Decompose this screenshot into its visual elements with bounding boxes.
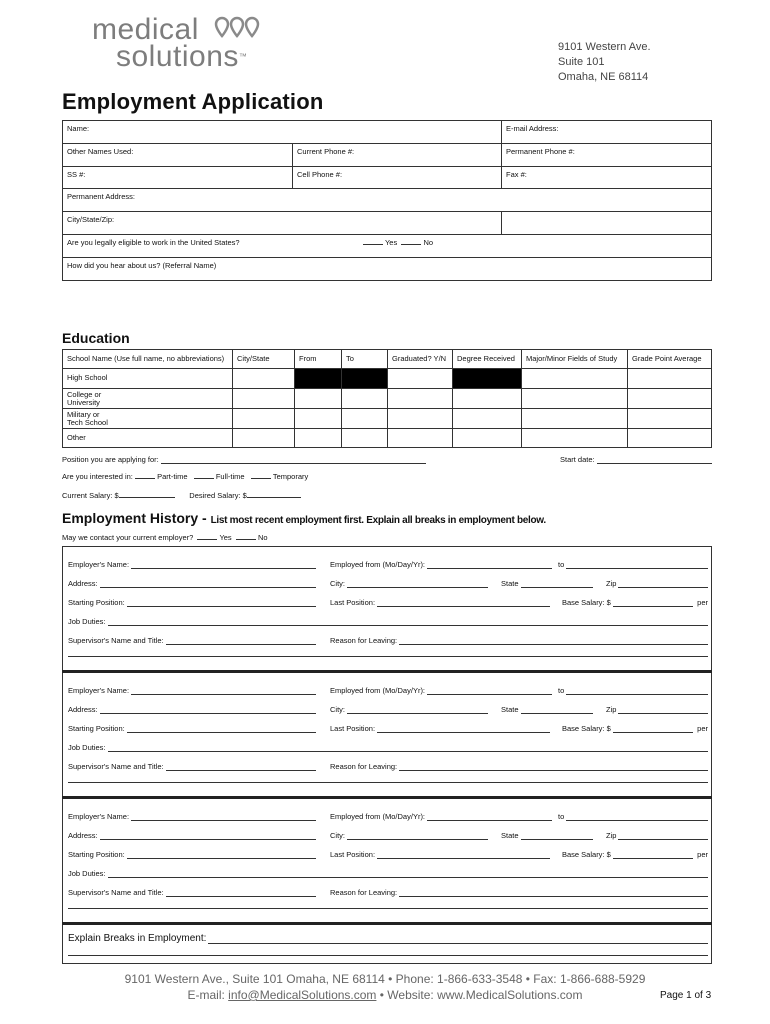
edu-cell[interactable]: [233, 409, 295, 429]
edu-cell[interactable]: [522, 409, 628, 429]
zip-blank[interactable]: [618, 839, 708, 840]
address-row: [68, 831, 320, 840]
employed-from-blank[interactable]: [427, 694, 552, 695]
employed-from-label: Employed from (Mo/Day/Yr):: [330, 812, 426, 821]
edu-cell-blocked: [295, 369, 342, 389]
temporary-blank[interactable]: [251, 478, 271, 479]
explain-blank-2[interactable]: [68, 955, 708, 956]
base-salary-label: Base Salary: $: [562, 850, 611, 859]
eligible-no-blank[interactable]: [401, 244, 421, 245]
footer-email-label: E-mail:: [187, 988, 229, 1002]
employed-to-row: [558, 812, 708, 821]
zip-label: Zip: [606, 705, 617, 714]
base-salary-label: Base Salary: $: [562, 724, 611, 733]
last-position-label: Last Position:: [330, 724, 376, 733]
zip-row: [606, 579, 708, 588]
job-duties-label: Job Duties:: [68, 869, 106, 878]
temporary-label: Temporary: [272, 472, 309, 481]
logo-line-2: [92, 40, 248, 73]
desired-salary-label: Desired Salary: $: [189, 491, 247, 500]
city-row: [330, 831, 492, 840]
edu-cell[interactable]: [628, 389, 712, 409]
edu-header-graduated: Graduated? Y/N: [388, 350, 453, 369]
per-label: per: [697, 598, 708, 607]
eligible-yes-label: Yes: [384, 238, 398, 247]
last-position-blank[interactable]: [377, 606, 550, 607]
edu-cell[interactable]: [522, 389, 628, 409]
supervisor-label: Supervisor's Name and Title:: [68, 636, 164, 645]
base-salary-blank[interactable]: [613, 858, 693, 859]
city-state-zip-extra[interactable]: [502, 212, 712, 235]
address-line-1: 9101 Western Ave.: [558, 41, 651, 53]
position-blank[interactable]: [161, 463, 426, 464]
zip-label: Zip: [606, 579, 617, 588]
city-row: [330, 705, 492, 714]
ss-field[interactable]: SS #:: [63, 167, 293, 189]
contact-no-label: No: [257, 533, 268, 542]
eligible-answers: [363, 238, 433, 247]
job-duties-row: [68, 743, 708, 752]
education-title: Education: [62, 330, 130, 346]
reason-row: [330, 636, 708, 645]
reason-blank-2[interactable]: [68, 656, 708, 657]
starting-position-row: [68, 598, 320, 607]
employer-name-blank[interactable]: [131, 694, 316, 695]
table-row: [63, 409, 712, 429]
employed-to-blank[interactable]: [566, 694, 708, 695]
last-position-blank[interactable]: [377, 732, 550, 733]
zip-row: [606, 831, 708, 840]
start-date-row: [560, 455, 712, 464]
logo-line-2-text: solutions: [116, 40, 239, 73]
edu-cell[interactable]: [233, 369, 295, 389]
employed-to-blank[interactable]: [566, 568, 708, 569]
job-duties-blank[interactable]: [108, 625, 708, 626]
employer-divider: [62, 922, 712, 925]
last-position-row: [330, 850, 554, 859]
employer-name-row: [68, 812, 320, 821]
last-position-row: [330, 724, 554, 733]
employed-from-row: [330, 812, 556, 821]
name-field[interactable]: Name:: [63, 121, 502, 144]
table-row: [63, 429, 712, 448]
edu-header-from: From: [295, 350, 342, 369]
employment-dash: -: [198, 510, 211, 526]
eligible-no-label: No: [423, 238, 434, 247]
job-duties-blank[interactable]: [108, 877, 708, 878]
permanent-address-field[interactable]: Permanent Address:: [63, 189, 712, 212]
part-time-blank[interactable]: [135, 478, 155, 479]
city-state-zip-field[interactable]: City/State/Zip:: [63, 212, 502, 235]
employer-name-blank[interactable]: [131, 568, 316, 569]
edu-cell[interactable]: [453, 409, 522, 429]
location-pins-icon: [214, 16, 260, 42]
reason-label: Reason for Leaving:: [330, 636, 398, 645]
employed-to-label: to: [558, 686, 565, 695]
address-label: Address:: [68, 831, 98, 840]
company-address: [558, 40, 651, 85]
reason-label: Reason for Leaving:: [330, 762, 398, 771]
reason-blank-2[interactable]: [68, 908, 708, 909]
zip-row: [606, 705, 708, 714]
reason-label: Reason for Leaving:: [330, 888, 398, 897]
state-blank[interactable]: [521, 839, 593, 840]
zip-label: Zip: [606, 831, 617, 840]
explain-row: [68, 933, 708, 944]
state-label: State: [501, 831, 519, 840]
table-row: [63, 389, 712, 409]
contact-yes-label: Yes: [219, 533, 232, 542]
employed-to-label: to: [558, 812, 565, 821]
city-blank[interactable]: [347, 713, 488, 714]
edu-cell[interactable]: [388, 409, 453, 429]
interested-row: [62, 472, 308, 481]
zip-blank[interactable]: [618, 713, 708, 714]
address-line-2: Suite 101: [558, 56, 605, 68]
contact-row: [62, 533, 268, 542]
salary-row: [62, 491, 301, 500]
employer-name-row: [68, 560, 320, 569]
address-row: [68, 705, 320, 714]
state-row: [501, 831, 597, 840]
starting-position-label: Starting Position:: [68, 850, 125, 859]
other-names-field[interactable]: Other Names Used:: [63, 144, 293, 167]
state-row: [501, 579, 597, 588]
position-row: [62, 455, 430, 464]
edu-header-school: School Name (Use full name, no abbreviations): [63, 350, 233, 369]
employed-from-blank[interactable]: [427, 820, 552, 821]
edu-header-gpa: Grade Point Average: [628, 350, 712, 369]
edu-cell[interactable]: [453, 389, 522, 409]
city-label: City:: [330, 579, 345, 588]
reason-row: [330, 762, 708, 771]
eligible-row: [63, 235, 712, 258]
base-salary-row: [562, 724, 708, 733]
footer-website: • Website: www.MedicalSolutions.com: [376, 988, 583, 1002]
edu-cell[interactable]: [628, 369, 712, 389]
employed-from-row: [330, 560, 556, 569]
last-position-blank[interactable]: [377, 858, 550, 859]
job-duties-row: [68, 617, 708, 626]
edu-cell[interactable]: [388, 429, 453, 448]
employed-to-blank[interactable]: [566, 820, 708, 821]
last-position-label: Last Position:: [330, 598, 376, 607]
edu-cell[interactable]: [295, 409, 342, 429]
edu-cell[interactable]: [388, 369, 453, 389]
position-label: Position you are applying for:: [62, 455, 159, 464]
current-salary-blank[interactable]: [119, 497, 175, 498]
interested-label: Are you interested in:: [62, 472, 133, 481]
cell-phone-field[interactable]: Cell Phone #:: [293, 167, 502, 189]
edu-cell[interactable]: [388, 389, 453, 409]
reason-blank-2[interactable]: [68, 782, 708, 783]
city-label: City:: [330, 831, 345, 840]
job-duties-label: Job Duties:: [68, 617, 106, 626]
edu-cell[interactable]: [233, 389, 295, 409]
employed-from-label: Employed from (Mo/Day/Yr):: [330, 560, 426, 569]
address-blank[interactable]: [100, 587, 316, 588]
edu-row-label-text: Military or Tech School: [67, 410, 108, 427]
contact-no-blank[interactable]: [236, 539, 256, 540]
starting-position-blank[interactable]: [127, 732, 316, 733]
full-time-label: Full-time: [215, 472, 245, 481]
referral-field[interactable]: How did you hear about us? (Referral Name): [63, 258, 712, 281]
eligible-yes-blank[interactable]: [363, 244, 383, 245]
base-salary-row: [562, 598, 708, 607]
edu-cell[interactable]: [453, 429, 522, 448]
current-phone-field[interactable]: Current Phone #:: [293, 144, 502, 167]
edu-cell[interactable]: [342, 429, 388, 448]
education-table: [62, 349, 712, 448]
logo-line-1: medical: [92, 13, 199, 46]
full-time-blank[interactable]: [194, 478, 214, 479]
address-blank[interactable]: [100, 839, 316, 840]
edu-row-label: Other: [63, 429, 233, 448]
employer-name-label: Employer's Name:: [68, 812, 130, 821]
reason-blank[interactable]: [399, 896, 708, 897]
footer-line-2: [0, 988, 770, 1002]
supervisor-blank[interactable]: [166, 770, 316, 771]
edu-cell[interactable]: [628, 409, 712, 429]
city-label: City:: [330, 705, 345, 714]
edu-row-label: High School: [63, 369, 233, 389]
address-line-3: Omaha, NE 68114: [558, 71, 649, 83]
address-label: Address:: [68, 705, 98, 714]
employer-name-label: Employer's Name:: [68, 686, 130, 695]
supervisor-label: Supervisor's Name and Title:: [68, 888, 164, 897]
job-duties-label: Job Duties:: [68, 743, 106, 752]
state-label: State: [501, 579, 519, 588]
start-date-label: Start date:: [560, 455, 595, 464]
starting-position-label: Starting Position:: [68, 598, 125, 607]
city-blank[interactable]: [347, 587, 488, 588]
starting-position-row: [68, 724, 320, 733]
state-blank[interactable]: [521, 713, 593, 714]
contact-yes-blank[interactable]: [197, 539, 217, 540]
edu-cell[interactable]: [342, 389, 388, 409]
page-number: Page 1 of 3: [660, 990, 712, 1001]
employer-divider: [62, 796, 712, 799]
supervisor-row: [68, 888, 320, 897]
address-label: Address:: [68, 579, 98, 588]
edu-header-major: Major/Minor Fields of Study: [522, 350, 628, 369]
base-salary-row: [562, 850, 708, 859]
per-label: per: [697, 850, 708, 859]
state-label: State: [501, 705, 519, 714]
edu-cell[interactable]: [342, 409, 388, 429]
edu-cell[interactable]: [233, 429, 295, 448]
footer-line-1: 9101 Western Ave., Suite 101 Omaha, NE 68114 • Phone: 1-866-633-3548 • Fax: 1-866-688-5929: [124, 972, 646, 986]
starting-position-label: Starting Position:: [68, 724, 125, 733]
supervisor-blank[interactable]: [166, 644, 316, 645]
contact-question: May we contact your current employer?: [62, 533, 194, 542]
start-date-blank[interactable]: [597, 463, 712, 464]
part-time-label: Part-time: [157, 472, 188, 481]
edu-cell[interactable]: [295, 429, 342, 448]
reason-row: [330, 888, 708, 897]
personal-info-table: [62, 120, 712, 281]
starting-position-blank[interactable]: [127, 858, 316, 859]
city-row: [330, 579, 492, 588]
employment-subtitle: List most recent employment first. Explain all breaks in employment below.: [210, 515, 546, 526]
starting-position-blank[interactable]: [127, 606, 316, 607]
last-position-row: [330, 598, 554, 607]
employer-name-row: [68, 686, 320, 695]
base-salary-blank[interactable]: [613, 732, 693, 733]
current-salary-label: Current Salary: $: [62, 491, 119, 500]
employed-to-label: to: [558, 560, 565, 569]
explain-label: Explain Breaks in Employment:: [68, 933, 207, 944]
employment-container: [62, 546, 712, 964]
job-duties-blank[interactable]: [108, 751, 708, 752]
employer-name-label: Employer's Name:: [68, 560, 130, 569]
employed-from-row: [330, 686, 556, 695]
last-position-label: Last Position:: [330, 850, 376, 859]
permanent-phone-field[interactable]: Permanent Phone #:: [502, 144, 712, 167]
edu-header-to: To: [342, 350, 388, 369]
eligible-question: Are you legally eligible to work in the United States?: [67, 238, 240, 247]
email-field[interactable]: E-mail Address:: [502, 121, 712, 144]
edu-cell[interactable]: [628, 429, 712, 448]
supervisor-label: Supervisor's Name and Title:: [68, 762, 164, 771]
employer-name-blank[interactable]: [131, 820, 316, 821]
employment-title: Employment History: [62, 510, 199, 526]
reason-blank[interactable]: [399, 644, 708, 645]
base-salary-label: Base Salary: $: [562, 598, 611, 607]
employer-divider: [62, 670, 712, 673]
employed-from-label: Employed from (Mo/Day/Yr):: [330, 686, 426, 695]
edu-header-city: City/State: [233, 350, 295, 369]
edu-cell-blocked: [453, 369, 522, 389]
footer-email-link[interactable]: info@MedicalSolutions.com: [228, 988, 377, 1002]
employed-to-row: [558, 686, 708, 695]
job-duties-row: [68, 869, 708, 878]
supervisor-row: [68, 762, 320, 771]
address-row: [68, 579, 320, 588]
logo-tm: ™: [238, 52, 248, 61]
edu-header-degree: Degree Received: [453, 350, 522, 369]
supervisor-blank[interactable]: [166, 896, 316, 897]
address-blank[interactable]: [100, 713, 316, 714]
table-row: [63, 369, 712, 389]
per-label: per: [697, 724, 708, 733]
starting-position-row: [68, 850, 320, 859]
edu-cell[interactable]: [295, 389, 342, 409]
edu-cell[interactable]: [522, 429, 628, 448]
edu-row-label-text: College or University: [67, 390, 102, 407]
page-title: Employment Application: [62, 89, 324, 114]
employment-heading: [62, 510, 546, 528]
base-salary-blank[interactable]: [613, 606, 693, 607]
desired-salary-blank[interactable]: [247, 497, 301, 498]
city-blank[interactable]: [347, 839, 488, 840]
edu-row-label: [63, 389, 233, 409]
supervisor-row: [68, 636, 320, 645]
state-blank[interactable]: [521, 587, 593, 588]
zip-blank[interactable]: [618, 587, 708, 588]
employed-to-row: [558, 560, 708, 569]
reason-blank[interactable]: [399, 770, 708, 771]
edu-row-label: [63, 409, 233, 429]
employed-from-blank[interactable]: [427, 568, 552, 569]
state-row: [501, 705, 597, 714]
explain-blank[interactable]: [208, 943, 708, 944]
edu-cell[interactable]: [522, 369, 628, 389]
fax-field[interactable]: Fax #:: [502, 167, 712, 189]
edu-cell-blocked: [342, 369, 388, 389]
